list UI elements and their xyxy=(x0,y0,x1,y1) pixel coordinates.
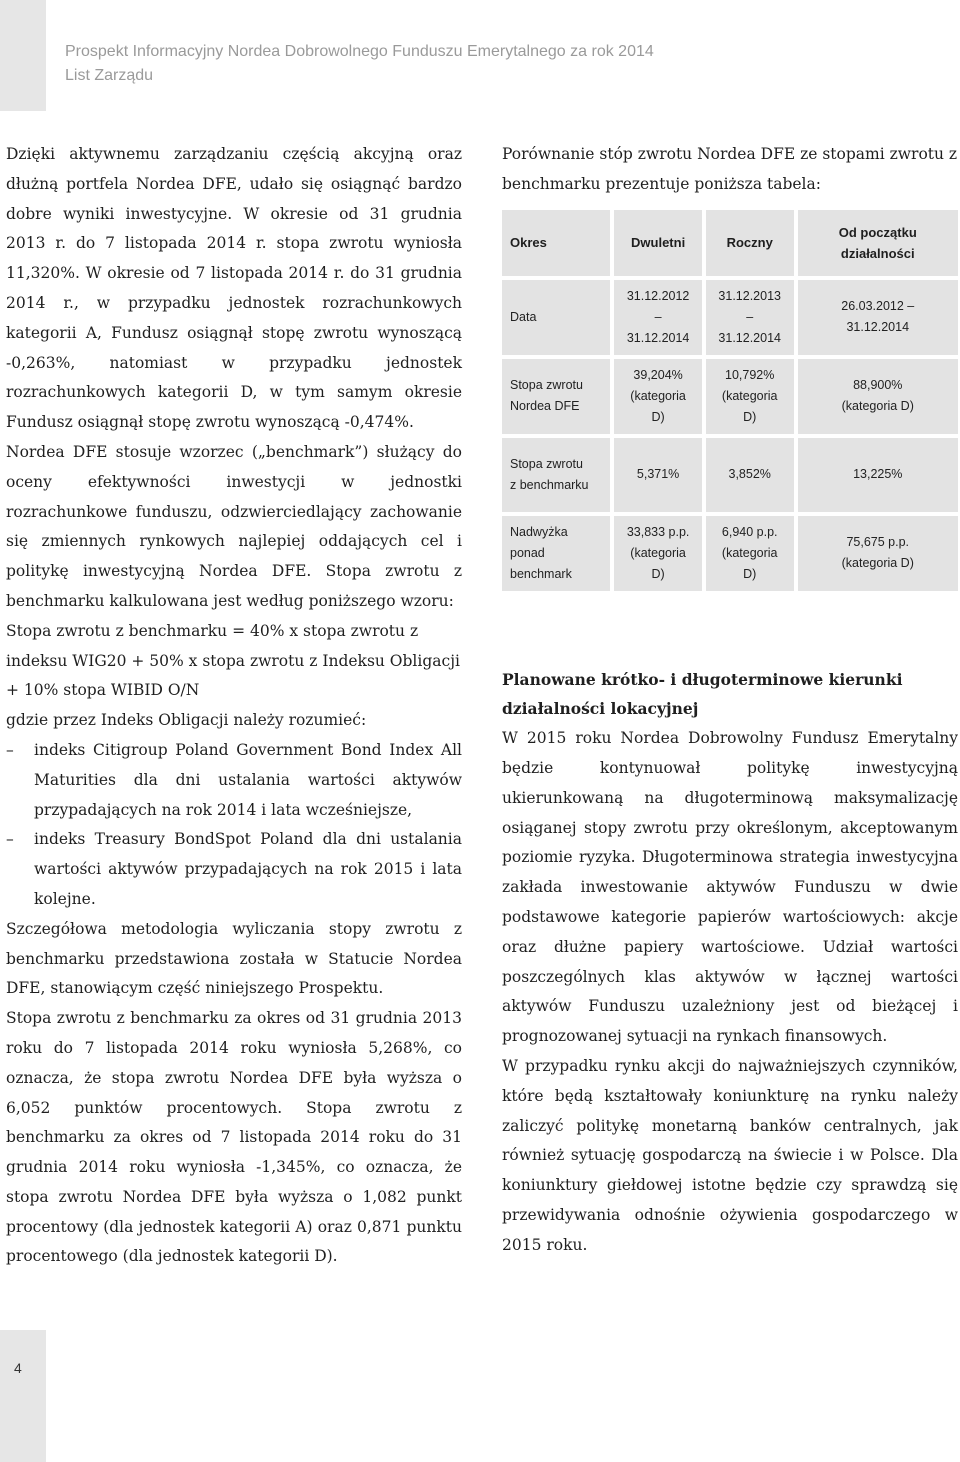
table-row xyxy=(502,359,958,434)
table-cell xyxy=(798,280,958,355)
page-number: 4 xyxy=(14,1360,22,1376)
table-cell xyxy=(706,280,794,355)
table-cell xyxy=(614,359,702,434)
cell-text: (kategoria D) xyxy=(630,388,686,424)
table-row xyxy=(502,516,958,591)
cell-text: 6,940 p.p. xyxy=(721,524,778,539)
column-header-annual: Roczny xyxy=(706,210,794,276)
cell-text: z benchmarku xyxy=(510,477,589,492)
cell-text: 31.12.2014 xyxy=(718,330,781,345)
table-row xyxy=(502,280,958,355)
paragraph-results: Dzięki aktywnemu zarządzaniu częścią akcyjną oraz dłużną portfela Nordea DFE, udało się osiągnąć bardzo dobre wyniki inwestycyjne. W okresie od 31 grudnia 2013 r. do 7 listopada 2014 r. stopa zwrotu wyniosła 11,320%. W okresie od 7 listopada 2014 r. do 31 grudnia 2014 r., w przypadku jednostek rozrachunkowych kategorii A, Fundusz osiągnął stopę zwrotu wynoszącą -0,263%, natomiast w przypadku jednostek rozrachunkowych kategorii D, w tym samym okresie Fundusz osiągnął stopę zwrotu wynoszącą -0,474%. xyxy=(6,145,462,432)
paragraph-investment-policy: W 2015 roku Nordea Dobrowolny Fundusz Emerytalny będzie kontynuował politykę inwestycyjną ukierunkowaną na długoterminową maksymalizację osiąganej stopy zwrotu przy określonym, akceptowanym poziomie ryzyka. Długoterminowa strategia inwestycyjna zakłada inwestowanie aktywów Funduszu w dwie podstawowe kategorie papierów wartościowych: akcje oraz dłużne papiery wartościowe. Udział wartości poszczególnych klas aktywów w łącznej wartości aktywów Funduszu uzależniony jest od bieżącej i prognozowanej sytuacji na rynkach finansowych. xyxy=(502,729,958,1046)
cell-text: 88,900% xyxy=(853,378,903,393)
paragraph-benchmark-intro: Nordea DFE stosuje wzorzec („benchmark”) służący do oceny efektywności inwestycji w jednostki rozrachunkowe funduszu, odzwierciedlający zachowanie się zmiennych rynkowych najlepiej oddających cel i politykę inwestycyjną Nordea DFE. Stopa zwrotu z benchmarku kalkulowana jest według poniższego wzoru: xyxy=(6,442,462,610)
cell-text: (kategoria D) xyxy=(630,545,686,581)
list-item: – indeks Citigroup Poland Government Bond Index All Maturities dla dni ustalania wartości aktywów przypadających na rok 2014 i lata wcześniejsze, xyxy=(6,736,462,825)
table-cell xyxy=(502,280,610,355)
cell-text: 3,852% xyxy=(728,467,771,482)
paragraph-bond-index-definition: gdzie przez Indeks Obligacji należy rozumieć: xyxy=(6,711,367,730)
footer-side-bar xyxy=(0,1330,46,1462)
column-header-two-year: Dwuletni xyxy=(614,210,702,276)
cell-text: (kategoria D) xyxy=(721,388,778,424)
table-cell xyxy=(706,359,794,434)
table-cell xyxy=(706,438,794,512)
table-cell xyxy=(614,438,702,512)
table-cell xyxy=(502,516,610,591)
left-column xyxy=(6,140,462,1272)
paragraph-benchmark-results: Stopa zwrotu z benchmarku za okres od 31 grudnia 2013 roku do 7 listopada 2014 roku wyniosła 5,268%, co oznacza, że stopa zwrotu Nordea DFE była wyższa o 6,052 punktów procentowych. Stopa zwrotu z benchmarku za okres od 7 listopada 2014 roku do 31 grudnia 2014 roku wyniosła -1,345%, co oznacza, że stopa zwrotu Nordea DFE była wyższa o 1,082 punkt procentowy (dla jednostek kategorii A) oraz 0,871 punktu procentowego (dla jednostek kategorii D). xyxy=(6,1009,462,1266)
returns-comparison-table xyxy=(498,206,960,595)
bond-index-list xyxy=(6,736,462,915)
paragraph-benchmark-formula: Stopa zwrotu z benchmarku = 40% x stopa zwrotu z indeksu WIG20 + 50% x stopa zwrotu z Indeksu Obligacji + 10% stopa WIBID O/N xyxy=(6,621,460,700)
header-side-bar xyxy=(0,0,46,111)
column-header-since-inception: Od początku działalności xyxy=(798,210,958,276)
cell-text: (kategoria D) xyxy=(841,556,914,571)
cell-text: 31.12.2013 – xyxy=(718,288,781,324)
table-header-row xyxy=(502,210,958,276)
section-subtitle: List Zarządu xyxy=(65,67,154,84)
cell-text: (kategoria D) xyxy=(841,399,914,414)
cell-text: 31.12.2014 xyxy=(626,330,690,345)
table-cell xyxy=(798,359,958,434)
cell-text: 5,371% xyxy=(636,467,680,482)
section-title: Planowane krótko- i długoterminowe kierunki działalności lokacyjnej xyxy=(502,669,903,719)
list-item: – indeks Treasury BondSpot Poland dla dni ustalania wartości aktywów przypadających na rok 2015 i lata kolejne. xyxy=(6,825,462,914)
cell-text: benchmark xyxy=(510,566,572,581)
cell-text: Stopa zwrotu xyxy=(510,378,583,393)
table-intro: Porównanie stóp zwrotu Nordea DFE ze stopami zwrotu z benchmarku prezentuje poniższa tabela: xyxy=(502,145,958,193)
cell-text: Stopa zwrotu xyxy=(510,456,583,471)
right-column xyxy=(502,140,958,1261)
paragraph-methodology: Szczegółowa metodologia wyliczania stopy zwrotu z benchmarku przedstawiona została w Statucie Nordea DFE, stanowiącym część niniejszego Prospektu. xyxy=(6,919,462,998)
cell-text: 13,225% xyxy=(853,467,903,482)
table-cell xyxy=(614,516,702,591)
cell-text: Nadwyżka ponad xyxy=(510,524,568,560)
list-marker: – xyxy=(6,740,14,759)
cell-text: 33,833 p.p. xyxy=(626,524,690,539)
table-cell xyxy=(798,516,958,591)
cell-text: 39,204% xyxy=(633,367,683,382)
column-header-period: Okres xyxy=(502,210,610,276)
cell-text: Nordea DFE xyxy=(510,399,580,414)
cell-text: 26.03.2012 – xyxy=(841,299,915,314)
cell-text: 10,792% xyxy=(725,367,775,382)
table-cell xyxy=(614,280,702,355)
cell-text: 75,675 p.p. xyxy=(846,535,910,550)
table-row xyxy=(502,438,958,512)
cell-text: 31.12.2014 xyxy=(846,320,910,335)
cell-text: (kategoria D) xyxy=(721,545,778,581)
list-marker: – xyxy=(6,830,14,849)
table-cell xyxy=(502,438,610,512)
document-title: Prospekt Informacyjny Nordea Dobrowolnego Funduszu Emerytalnego za rok 2014 xyxy=(65,43,654,60)
page-header xyxy=(65,40,654,88)
cell-text: 31.12.2012 – xyxy=(626,288,690,324)
table-cell xyxy=(502,359,610,434)
paragraph-market-outlook: W przypadku rynku akcji do najważniejszych czynników, które będą kształtowały koniunkturę na rynku należy zaliczyć politykę monetarną banków centralnych, jak również sytuację gospodarczą na świecie i w Polsce. Dla koniunktury giełdowej istotne będzie czy sprawdzą się przewidywania odnośnie ożywienia gospodarczego w 2015 roku. xyxy=(502,1056,958,1254)
cell-text: Data xyxy=(510,309,537,324)
table-cell xyxy=(706,516,794,591)
table-cell xyxy=(798,438,958,512)
